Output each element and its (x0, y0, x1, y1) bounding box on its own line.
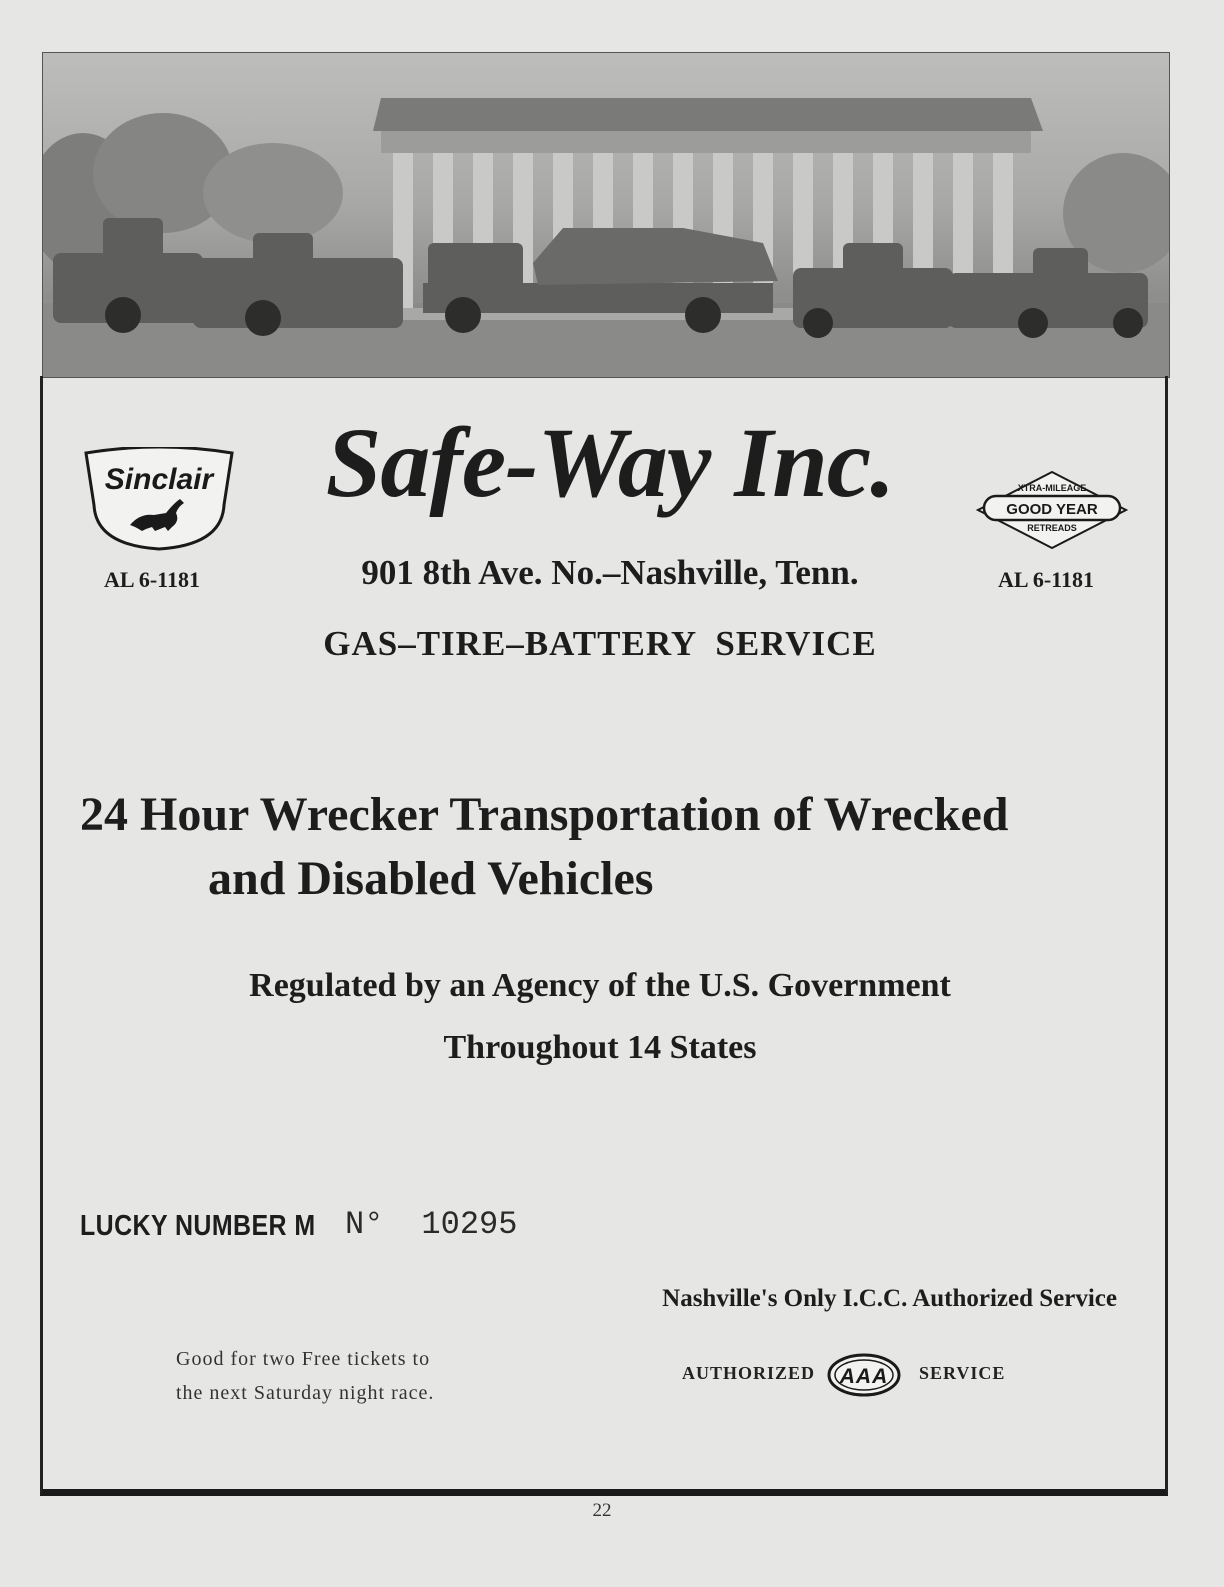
services: GAS–TIRE–BATTERY SERVICE (323, 624, 877, 663)
tow-trucks-parthenon-photo (42, 52, 1170, 378)
sinclair-logo (80, 447, 238, 553)
ticket-number-value: 10295 (421, 1206, 518, 1243)
goodyear-logo (976, 470, 1128, 552)
aaa-authorized-label: AUTHORIZED (682, 1363, 816, 1383)
regulated-text (150, 955, 1050, 1079)
regulated-line2: Throughout 14 States (443, 1029, 757, 1066)
goodyear-bottom: RETREADS (1027, 523, 1077, 533)
good-for-line2: the next Saturday night race. (176, 1382, 435, 1404)
page-number: 22 (592, 1500, 612, 1521)
phone-right: AL 6-1181 (998, 567, 1094, 592)
headline-line2: and Disabled Vehicles (208, 852, 654, 905)
good-for-text (176, 1342, 496, 1410)
goodyear-brand: GOOD YEAR (1006, 501, 1098, 518)
aaa-service-label: SERVICE (919, 1363, 1006, 1383)
aaa-logo (826, 1352, 902, 1398)
photo-illustration (43, 53, 1169, 377)
icc-line: Nashville's Only I.C.C. Authorized Service (662, 1285, 1117, 1312)
phone-left: AL 6-1181 (104, 567, 200, 592)
ticket-number (345, 1206, 517, 1243)
goodyear-top: XTRA-MILEAGE (1017, 483, 1087, 493)
headline (80, 783, 1140, 911)
headline-line1: 24 Hour Wrecker Transportation of Wrecked (80, 788, 1009, 841)
address: 901 8th Ave. No.–Nashville, Tenn. (361, 553, 859, 592)
sinclair-text: Sinclair (104, 463, 214, 496)
company-name: Safe-Way Inc. (325, 407, 895, 518)
aaa-text: AAA (839, 1365, 889, 1388)
ticket-prefix: N° (345, 1206, 384, 1243)
good-for-line1: Good for two Free tickets to (176, 1348, 431, 1370)
aaa-authorized-service (682, 1352, 1012, 1398)
regulated-line1: Regulated by an Agency of the U.S. Government (249, 967, 951, 1004)
lucky-number-label: LUCKY NUMBER M (80, 1210, 316, 1242)
